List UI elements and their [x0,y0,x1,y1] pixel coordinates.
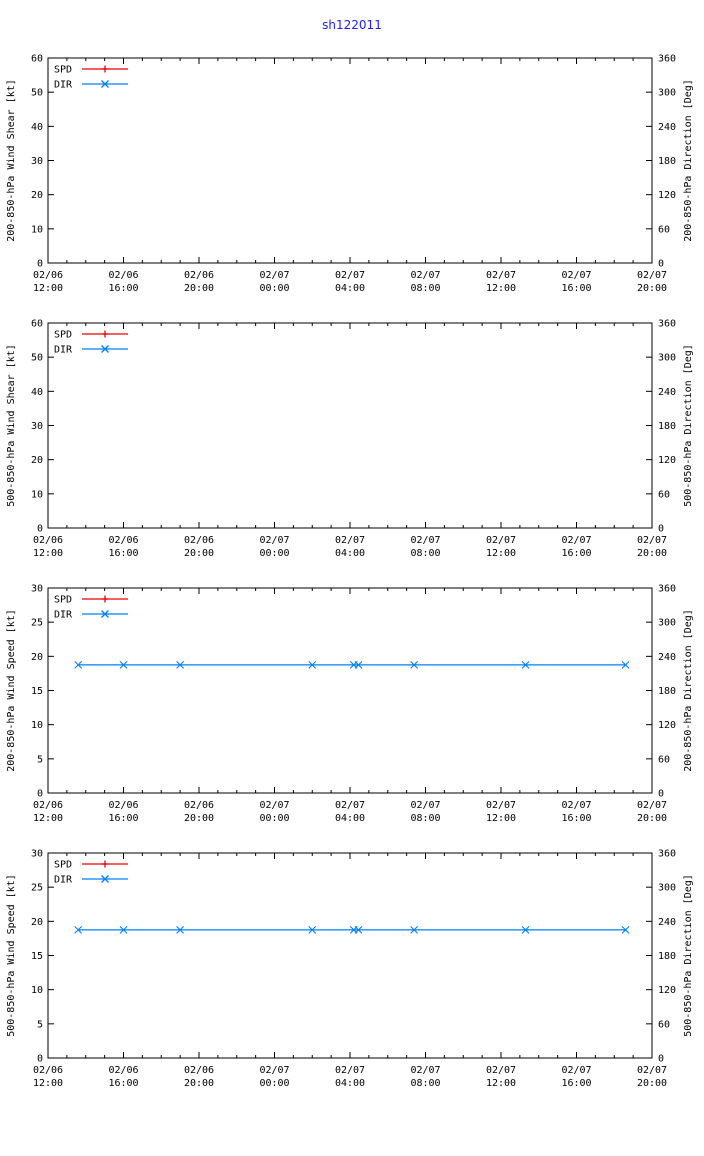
svg-text:02/07: 02/07 [561,535,592,546]
svg-text:02/06: 02/06 [108,1065,139,1076]
svg-text:60: 60 [658,489,671,501]
svg-text:02/06: 02/06 [183,270,215,281]
svg-text:10: 10 [30,224,43,236]
legend-label-spd: SPD [54,329,73,341]
svg-text:02/07: 02/07 [410,800,441,811]
svg-text:120: 120 [658,190,677,202]
legend [54,860,128,886]
svg-text:20:00: 20:00 [183,283,215,294]
svg-text:120: 120 [658,720,677,732]
svg-text:16:00: 16:00 [108,548,139,559]
svg-text:300: 300 [658,87,677,99]
svg-text:60: 60 [658,224,671,236]
svg-text:30: 30 [30,848,43,860]
charts-column [0,50,704,1110]
svg-text:12:00: 12:00 [32,548,64,559]
svg-text:15: 15 [30,951,43,962]
svg-text:02/07: 02/07 [636,270,668,281]
y-axis-right-title: 500-850-hPa Direction [Deg] [683,874,694,1037]
svg-text:08:00: 08:00 [410,283,441,294]
svg-text:08:00: 08:00 [410,1078,441,1089]
svg-text:0: 0 [36,1053,43,1065]
svg-text:08:00: 08:00 [410,548,441,559]
svg-text:20:00: 20:00 [183,813,215,824]
svg-text:20:00: 20:00 [636,1078,668,1089]
svg-text:25: 25 [30,882,43,894]
svg-text:04:00: 04:00 [334,1078,366,1089]
series-dir [75,661,629,668]
svg-text:360: 360 [658,318,677,330]
svg-text:60: 60 [30,318,43,330]
legend-label-dir: DIR [54,609,73,621]
svg-text:240: 240 [658,386,677,398]
svg-text:40: 40 [30,121,43,133]
x-axis-labels [33,1065,667,1089]
plot-border [48,323,652,528]
page-title: sh122011 [322,18,382,32]
plot-border [48,588,652,793]
svg-text:02/07: 02/07 [561,800,592,811]
svg-text:10: 10 [30,985,43,997]
chart-200-850-wind-shear-svg [0,50,704,315]
svg-text:0: 0 [658,523,665,535]
svg-text:00:00: 00:00 [259,548,290,559]
svg-text:180: 180 [658,951,677,962]
svg-text:02/07: 02/07 [410,270,441,281]
svg-text:02/07: 02/07 [334,1065,366,1076]
svg-text:240: 240 [658,651,677,663]
svg-text:40: 40 [30,386,43,398]
svg-text:15: 15 [30,686,43,697]
x-axis-ticks [48,853,652,1058]
y-axis-left [6,319,54,535]
svg-text:20:00: 20:00 [636,548,668,559]
legend-label-spd: SPD [54,64,73,76]
svg-text:20:00: 20:00 [183,1078,215,1089]
series-dir [75,926,629,933]
svg-text:02/06: 02/06 [108,800,139,811]
svg-text:02/07: 02/07 [561,1065,592,1076]
svg-text:20:00: 20:00 [636,283,668,294]
svg-text:02/07: 02/07 [259,800,290,811]
legend [54,330,128,356]
svg-text:120: 120 [658,455,677,467]
plot-border [48,58,652,263]
svg-text:02/07: 02/07 [334,535,366,546]
svg-text:02/07: 02/07 [259,1065,290,1076]
y-axis-right-title: 200-850-hPa Direction [Deg] [683,609,694,772]
svg-text:12:00: 12:00 [485,1078,517,1089]
svg-text:12:00: 12:00 [485,548,517,559]
svg-text:02/07: 02/07 [334,800,366,811]
svg-text:0: 0 [36,523,43,535]
svg-text:0: 0 [36,788,43,800]
svg-text:00:00: 00:00 [259,283,290,294]
y-axis-left-title: 200-850-hPa Wind Shear [kt] [6,79,17,242]
svg-text:00:00: 00:00 [259,1078,290,1089]
svg-text:16:00: 16:00 [561,548,592,559]
x-axis-ticks [48,58,652,263]
svg-text:00:00: 00:00 [259,813,290,824]
svg-text:50: 50 [30,87,43,99]
svg-text:12:00: 12:00 [485,283,517,294]
svg-text:30: 30 [30,156,43,167]
chart-500-850-wind-speed [0,845,704,1110]
y-axis-right-title: 200-850-hPa Direction [Deg] [683,79,694,242]
svg-text:02/06: 02/06 [32,800,64,811]
svg-text:20: 20 [30,190,43,202]
svg-text:02/07: 02/07 [485,270,517,281]
legend-label-spd: SPD [54,594,73,606]
svg-text:50: 50 [30,352,43,364]
svg-text:02/07: 02/07 [410,1065,441,1076]
svg-text:120: 120 [658,985,677,997]
y-axis-left-title: 200-850-hPa Wind Speed [kt] [6,609,17,772]
legend [54,65,128,91]
svg-text:02/07: 02/07 [259,270,290,281]
svg-text:02/06: 02/06 [108,535,139,546]
svg-text:360: 360 [658,848,677,860]
svg-text:20:00: 20:00 [183,548,215,559]
svg-text:08:00: 08:00 [410,813,441,824]
svg-text:300: 300 [658,352,677,364]
svg-text:240: 240 [658,121,677,133]
svg-text:0: 0 [658,1053,665,1065]
svg-text:16:00: 16:00 [108,813,139,824]
svg-text:02/06: 02/06 [183,1065,215,1076]
legend-label-dir: DIR [54,79,73,91]
svg-text:16:00: 16:00 [108,1078,139,1089]
y-axis-left-title: 500-850-hPa Wind Speed [kt] [6,874,17,1037]
svg-text:02/07: 02/07 [410,535,441,546]
svg-text:20:00: 20:00 [636,813,668,824]
chart-500-850-wind-speed-svg [0,845,704,1110]
x-axis-ticks [48,588,652,793]
svg-text:16:00: 16:00 [561,1078,592,1089]
svg-text:02/07: 02/07 [636,800,668,811]
svg-text:02/07: 02/07 [485,535,517,546]
svg-text:0: 0 [36,258,43,270]
svg-text:02/07: 02/07 [636,535,668,546]
svg-text:10: 10 [30,720,43,732]
chart-200-850-wind-shear [0,50,704,315]
svg-text:02/07: 02/07 [636,1065,668,1076]
svg-text:02/06: 02/06 [183,800,215,811]
svg-text:360: 360 [658,583,677,595]
svg-text:16:00: 16:00 [108,283,139,294]
svg-text:02/06: 02/06 [32,535,64,546]
plot-border [48,853,652,1058]
svg-text:12:00: 12:00 [32,813,64,824]
legend [54,595,128,621]
legend-label-spd: SPD [54,859,73,871]
y-axis-left [6,54,54,270]
svg-text:02/07: 02/07 [485,1065,517,1076]
svg-text:5: 5 [36,1019,43,1031]
svg-text:360: 360 [658,53,677,65]
svg-text:180: 180 [658,156,677,167]
chart-200-850-wind-speed [0,580,704,845]
svg-text:04:00: 04:00 [334,548,366,559]
legend-label-dir: DIR [54,874,73,886]
x-axis-labels [33,270,667,294]
chart-200-850-wind-speed-svg [0,580,704,845]
svg-text:02/06: 02/06 [32,270,64,281]
svg-text:300: 300 [658,882,677,894]
svg-text:20: 20 [30,916,43,928]
x-axis-ticks [48,323,652,528]
svg-text:02/07: 02/07 [485,800,517,811]
y-axis-right [646,584,694,800]
legend-label-dir: DIR [54,344,73,356]
svg-text:02/06: 02/06 [32,1065,64,1076]
svg-text:180: 180 [658,686,677,697]
svg-text:0: 0 [658,258,665,270]
svg-text:30: 30 [30,421,43,432]
svg-text:04:00: 04:00 [334,813,366,824]
svg-text:5: 5 [36,754,43,766]
svg-text:02/07: 02/07 [259,535,290,546]
svg-text:16:00: 16:00 [561,283,592,294]
svg-text:240: 240 [658,916,677,928]
chart-500-850-wind-shear-svg [0,315,704,580]
svg-text:02/07: 02/07 [334,270,366,281]
svg-text:300: 300 [658,617,677,629]
x-axis-labels [33,535,667,559]
y-axis-right [646,54,694,270]
y-axis-left [6,584,54,800]
svg-text:20: 20 [30,455,43,467]
svg-text:16:00: 16:00 [561,813,592,824]
svg-text:0: 0 [658,788,665,800]
y-axis-right-title: 500-850-hPa Direction [Deg] [683,344,694,507]
svg-text:12:00: 12:00 [485,813,517,824]
svg-text:60: 60 [30,53,43,65]
y-axis-left-title: 500-850-hPa Wind Shear [kt] [6,344,17,507]
svg-text:12:00: 12:00 [32,1078,64,1089]
y-axis-right [646,849,694,1065]
y-axis-left [6,849,54,1065]
svg-text:60: 60 [658,1019,671,1031]
x-axis-labels [33,800,667,824]
svg-text:60: 60 [658,754,671,766]
svg-text:10: 10 [30,489,43,501]
svg-text:25: 25 [30,617,43,629]
svg-text:02/06: 02/06 [183,535,215,546]
svg-text:04:00: 04:00 [334,283,366,294]
svg-text:20: 20 [30,651,43,663]
svg-text:30: 30 [30,583,43,595]
svg-text:02/06: 02/06 [108,270,139,281]
svg-text:12:00: 12:00 [32,283,64,294]
svg-text:180: 180 [658,421,677,432]
svg-text:02/07: 02/07 [561,270,592,281]
y-axis-right [646,319,694,535]
chart-500-850-wind-shear [0,315,704,580]
